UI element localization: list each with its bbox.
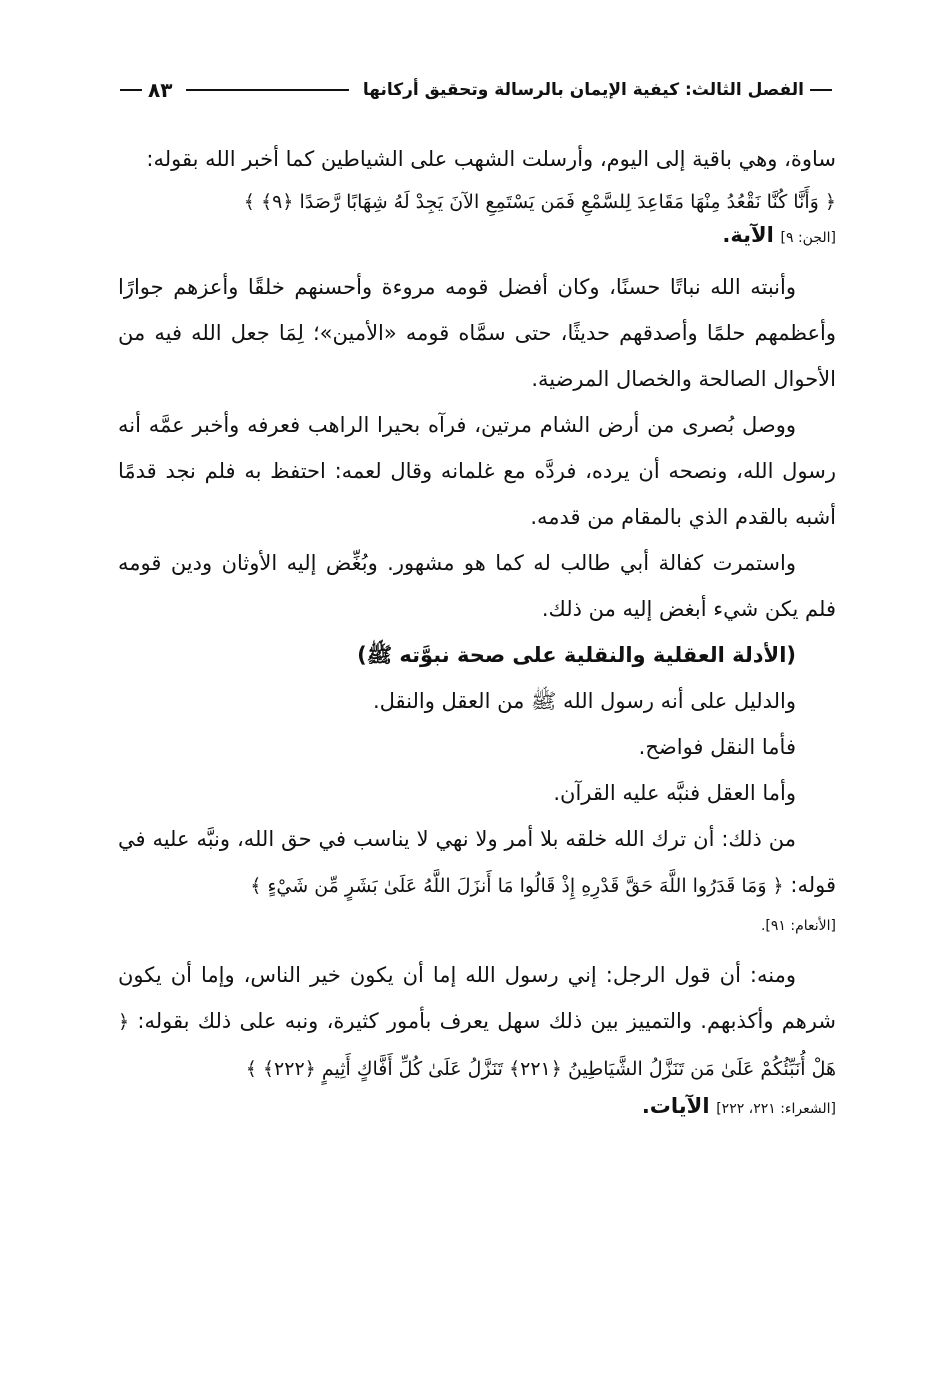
- verse-reference-1-source: [الجن: ٩]: [780, 230, 836, 246]
- paragraph-5: والدليل على أنه رسول الله ﷺ من العقل والنقل.: [372, 689, 796, 713]
- quran-verse-1-text: ﴿ وَأَنَّا كُنَّا نَقْعُدُ مِنْهَا مَقَاعِدَ لِلسَّمْعِ فَمَن يَسْتَمِعِ الآنَ يَجِدْ لَهُ شِهَابًا رَّصَدًا ﴿٩﴾ ﴾: [243, 191, 836, 213]
- verse-reference-2-source: [الأنعام: ٩١].: [760, 918, 836, 934]
- verse-reference-1: [118, 219, 836, 254]
- paragraph-4: واستمرت كفالة أبي طالب له كما هو مشهور. وبُغِّض إليه الأوثان ودين قومه فلم يكن شيء أبغض إليه من ذلك.: [118, 551, 836, 621]
- paragraph-3: ووصل بُصرى من أرض الشام مرتين، فرآه بحيرا الراهب فعرفه وأخبر عمَّه أنه رسول الله، ونصحه أن يرده، فردَّه مع غلمانه وقال لعمه: احتفظ به فلم نجد قدمًا أشبه بالقدم الذي بالمقام من قدمه.: [118, 413, 836, 529]
- paragraph-8-text: من ذلك: أن ترك الله خلقه بلا أمر ولا نهي لا يناسب في حق الله، ونبَّه عليه في قوله:: [118, 827, 836, 897]
- paragraph-9: [118, 952, 836, 1092]
- verse-reference-3-source: [الشعراء: ٢٢١، ٢٢٢]: [716, 1101, 836, 1117]
- quran-verse-3: ﴿ هَلْ أُنَبِّئُكُمْ عَلَىٰ مَن تَنَزَّلُ الشَّيَاطِينُ ﴿٢٢١﴾ تَنَزَّلُ عَلَىٰ كُلِّ أَفَّاكٍ أَثِيمٍ ﴿٢٢٢﴾ ﴾: [118, 1011, 836, 1080]
- page-number: ٨٣: [148, 78, 173, 102]
- verse-reference-3: [118, 1090, 836, 1125]
- chapter-title: الفصل الثالث: كيفية الإيمان بالرسالة وتحقيق أركانها: [362, 80, 804, 100]
- paragraph-8: [118, 816, 836, 909]
- paragraph-7: وأما العقل فنبَّه عليه القرآن.: [553, 781, 796, 805]
- quran-verse-1: [118, 182, 836, 221]
- paragraph-2: وأنبته الله نباتًا حسنًا، وكان أفضل قومه مروءة وأحسنهم خلقًا وأعزهم جوارًا وأعظمهم حلمًا وأصدقهم حديثًا، حتى سمَّاه قومه «الأمين»؛ لِمَا جعل الله فيه من الأحوال الصالحة والخصال المرضية.: [118, 275, 836, 391]
- verse-reference-2: [118, 907, 836, 942]
- paragraph-9-text: ومنه: أن قول الرجل: إني رسول الله إما أن يكون خير الناس، وإما أن يكون شرهم وأكذبهم. والتمييز بين ذلك سهل يعرف بأمور كثيرة، ونبه على ذلك بقوله:: [118, 963, 836, 1033]
- header-dash-left: [120, 89, 142, 91]
- paragraph-1: ساوة، وهي باقية إلى اليوم، وأرسلت الشهب على الشياطين كما أخبر الله بقوله:: [146, 147, 836, 171]
- quran-verse-2: ﴿ وَمَا قَدَرُوا اللَّهَ حَقَّ قَدْرِهِ إِذْ قَالُوا مَا أَنزَلَ اللَّهُ عَلَىٰ بَشَرٍ مِّن شَيْءٍ ﴾: [250, 875, 784, 897]
- header-dash-right: [810, 89, 832, 91]
- running-header: [120, 72, 832, 108]
- header-rule: [186, 89, 348, 91]
- paragraph-6: فأما النقل فواضح.: [638, 735, 796, 759]
- verse-reference-3-tail: الآيات.: [641, 1094, 710, 1118]
- verse-reference-1-tail: الآية.: [722, 223, 774, 247]
- section-heading: (الأدلة العقلية والنقلية على صحة نبوَّته ﷺ): [357, 643, 796, 667]
- page-body: [118, 136, 836, 1135]
